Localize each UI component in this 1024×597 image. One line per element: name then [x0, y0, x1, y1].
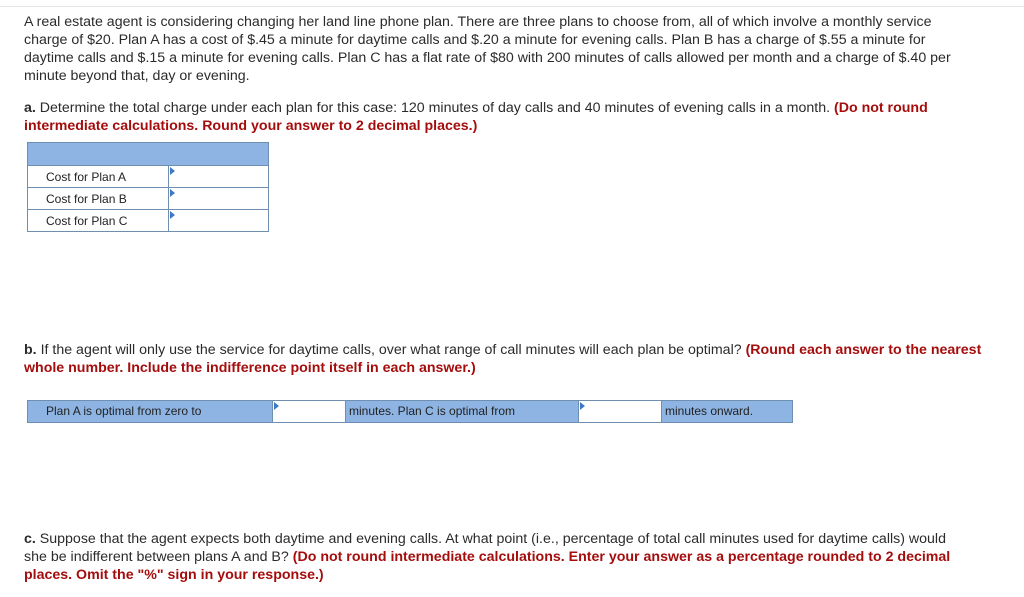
input-marker-icon — [170, 211, 175, 219]
problem-intro: A real estate agent is considering changing her land line phone plan. There are three plans to choose from, all of which involve a monthly service charge of $20. Plan A has a cost of $.45 a minute for daytime calls and $.20 a minute for evening calls. Plan B has a charge of $.55 a minute for daytime calls and $.15 a minute for evening calls. Plan C has a flat rate of $80 with 200 minutes of calls allowed per month and a charge of $.40 per minute beyond that, day or evening. — [24, 14, 951, 84]
question-c-instruction: (Do not round intermediate calculations. Enter your answer as a percentage rounded to 2 decimal places. Omit the "%" sign in your response.) — [24, 549, 951, 583]
plan-c-range-label: minutes. Plan C is optimal from — [346, 401, 578, 422]
question-a-text: Determine the total charge under each plan for this case: 120 minutes of day calls and 40 minutes of evening calls in a month. — [39, 100, 831, 116]
plan-a-upper-input[interactable] — [273, 401, 345, 422]
plan-c-lower-cell — [578, 401, 662, 422]
question-b — [24, 341, 984, 377]
question-a-label: a. — [24, 100, 36, 116]
table-row — [28, 210, 269, 232]
question-c-text: Suppose that the agent expects both daytime and evening calls. At what point (i.e., percentage of total call minutes used for daytime calls) would she be indifferent between plans A and B? — [24, 531, 946, 565]
input-marker-icon — [170, 167, 175, 175]
question-b-label: b. — [24, 342, 37, 358]
plan-a-range-label: Plan A is optimal from zero to — [28, 401, 272, 422]
question-c-label: c. — [24, 531, 36, 547]
input-marker-icon — [580, 402, 585, 410]
row-label: Cost for Plan B — [28, 188, 169, 210]
table-row — [28, 166, 269, 188]
table-header-row — [28, 143, 269, 166]
cost-plan-a-cell — [169, 166, 269, 188]
row-label: Cost for Plan C — [28, 210, 169, 232]
input-marker-icon — [274, 402, 279, 410]
question-c — [24, 530, 964, 584]
table-header-cell — [28, 143, 269, 166]
cost-plan-c-cell — [169, 210, 269, 232]
answer-table-a — [27, 142, 269, 232]
question-a — [24, 99, 984, 135]
cost-plan-b-input[interactable] — [169, 188, 268, 209]
question-a-instruction: (Do not round intermediate calculations. Round your answer to 2 decimal places.) — [24, 100, 928, 134]
top-divider — [0, 6, 1024, 7]
minutes-onward-label: minutes onward. — [662, 401, 792, 422]
plan-c-lower-input[interactable] — [579, 401, 661, 422]
input-marker-icon — [170, 189, 175, 197]
cost-plan-c-input[interactable] — [169, 210, 268, 231]
answer-row-b — [27, 400, 793, 423]
question-b-text: If the agent will only use the service for daytime calls, over what range of call minutes will each plan be optimal? — [40, 342, 742, 358]
question-b-instruction: (Round each answer to the nearest whole number. Include the indifference point itself in each answer.) — [24, 342, 982, 376]
plan-a-upper-cell — [272, 401, 346, 422]
table-row — [28, 188, 269, 210]
cost-plan-a-input[interactable] — [169, 166, 268, 187]
row-label: Cost for Plan A — [28, 166, 169, 188]
cost-plan-b-cell — [169, 188, 269, 210]
